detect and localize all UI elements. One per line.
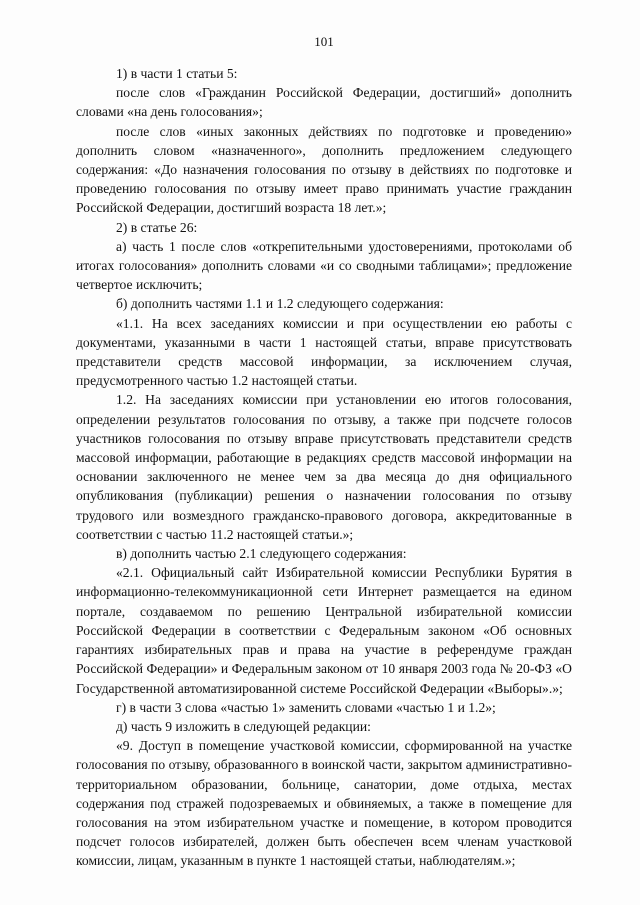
paragraph-8: 1.2. На заседаниях комиссии при установлении ею итогов голосования, определении результатов голосования по отзыву, а также при подсчете голосов участников голосования по отзыву вправе присутствовать представители средств массовой информации, работающие в редакциях средств массовой информации на основании заключенного не менее чем за два месяца до дня официального опубликования (публикации) решения о назначении голосования по отзыву трудового или возмездного гражданско-правового договора, аккредитованные в соответствии с частью 11.2 настоящей статьи.»;: [76, 392, 572, 542]
paragraph-4: 2) в статье 26:: [116, 219, 198, 235]
paragraph-1: 1) в части 1 статьи 5:: [116, 66, 238, 81]
paragraph-9: в) дополнить частью 2.1 следующего содержания:: [116, 546, 407, 562]
paragraph-13: «9. Доступ в помещение участковой комиссии, сформированной на участке голосования по отзыву, образованного в воинской части, закрытом административно-территориальном образовании, больнице, санатории, доме отдыха, местах содержания под стражей подозреваемых и обвиняемых, а также в помещение для голосования на этом избирательном участке и помещение, в котором проводится подсчет голосов избирателей, должен быть обеспечен всем членам участковой комиссии, лицам, указанным в пункте 1 настоящей статьи, наблюдателям.»;: [76, 738, 572, 869]
document-body: [76, 64, 572, 871]
paragraph-6: б) дополнить частями 1.1 и 1.2 следующего содержания:: [116, 296, 444, 312]
paragraph-5: а) часть 1 после слов «открепительными удостоверениями, протоколами об итогах голосования» дополнить словами «и со сводными таблицами»; предложение четвертое исключить;: [76, 238, 572, 293]
paragraph-12: д) часть 9 изложить в следующей редакции:: [116, 718, 371, 734]
page-number: 101: [314, 34, 334, 49]
paragraph-2: после слов «Гражданин Российской Федерации, достигший» дополнить словами «на день голосования»;: [76, 85, 572, 120]
paragraph-11: г) в части 3 слова «частью 1» заменить словами «частью 1 и 1.2»;: [116, 699, 496, 715]
paragraph-3: после слов «иных законных действиях по подготовке и проведению» дополнить словом «назначенного», дополнить предложением следующего содержания: «До назначения голосования по отзыву в действиях по подготовке и проведению голосования по отзыву имеет право принимать участие гражданин Российской Федерации, достигший возраста 18 лет.»;: [76, 123, 572, 216]
paragraph-10: «2.1. Официальный сайт Избирательной комиссии Республики Бурятия в информационно-телекоммуникационной сети Интернет размещается на едином портале, создаваемом по решению Центральной избирательной комиссии Российской Федерации в соответствии с Федеральным законом «Об основных гарантиях избирательных прав и права на участие в референдуме граждан Российской Федерации» и Федеральным законом от 10 января 2003 года № 20-ФЗ «О Государственной автоматизированной системе Российской Федерации «Выборы».»;: [76, 565, 572, 696]
paragraph-7: «1.1. На всех заседаниях комиссии и при осуществлении ею работы с документами, указанными в части 1 настоящей статьи, вправе присутствовать представители средств массовой информации, за исключением случая, предусмотренного частью 1.2 настоящей статьи.: [76, 315, 572, 389]
